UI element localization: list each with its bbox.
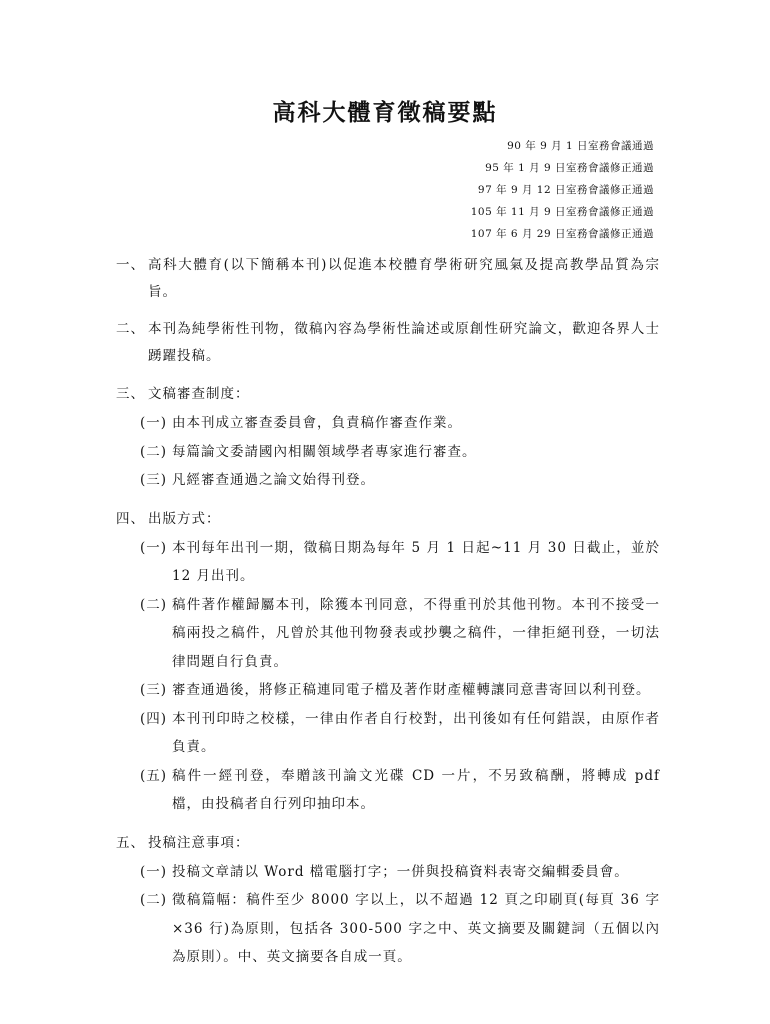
sub-item-text: 本刊每年出刊一期，徵稿日期為每年 5 月 1 日起~11 月 30 日截止，並於 12 月出刊。 [172,539,660,584]
sub-item [140,705,660,762]
section-title: 文稿審查制度： [148,386,250,402]
sub-item-number: (一) [140,415,168,431]
sub-item-text: 每篇論文委請國內相關領域學者專家進行審查。 [172,443,477,460]
approval-line: 97 年 9 月 12 日室務會議修正通過 [477,184,654,196]
section-number: 五、 [116,834,145,851]
sub-item [140,466,660,495]
section-number: 四、 [116,510,145,527]
approval-line: 105 年 11 月 9 日室務會議修正通過 [470,206,654,218]
sub-item [140,591,660,677]
sub-item [140,858,660,887]
sub-item-number: (二) [140,596,168,613]
section-3 [116,380,660,495]
sub-item-text: 徵稿篇幅：稿件至少 8000 字以上，以不超過 12 頁之印刷頁(每頁 36 字×36 行)為原則，包括各 300-500 字之中、英文摘要及關鍵詞（五個以內為原則）。中、英文摘要各自成一頁。 [172,892,660,965]
section-number: 一、 [116,257,145,273]
approval-line: 95 年 1 月 9 日室務會議修正通過 [485,162,654,174]
sub-item-number: (一) [140,863,168,880]
section-title: 投稿注意事項： [148,834,250,851]
approval-line: 90 年 9 月 1 日室務會議通過 [507,140,654,152]
sub-item-text: 本刊刊印時之校樣，一律由作者自行校對，出刊後如有任何錯誤，由原作者負責。 [172,710,660,755]
section-1 [116,252,660,306]
sub-item [140,676,660,705]
sub-item-text: 投稿文章請以 Word 檔電腦打字；一併與投稿資料表寄交編輯委員會。 [172,863,629,880]
section-title: 出版方式： [148,510,221,527]
approval-history [471,135,654,245]
section-4 [116,505,660,819]
sub-item-number: (五) [140,767,168,784]
sub-item-number: (四) [140,710,168,727]
section-2 [116,316,660,370]
approval-line: 107 年 6 月 29 日室務會議修正通過 [470,228,654,240]
sub-item-number: (二) [140,892,168,908]
section-5 [116,829,660,972]
section-text: 高科大體育(以下簡稱本刊)以促進本校體育學術研究風氣及提高教學品質為宗旨。 [148,257,660,300]
sub-item-text: 凡經審查通過之論文始得刊登。 [172,472,375,488]
sub-item-text: 稿件一經刊登，奉贈該刊論文光碟 CD 一片，不另致稿酬，將轉成 pdf 檔，由投稿者自行列印抽印本。 [172,767,660,812]
sub-item [140,438,660,467]
sub-item-text: 由本刊成立審查委員會，負責稿作審查作業。 [172,415,462,431]
document-body [116,252,660,982]
section-number: 三、 [116,386,145,402]
sub-item [140,886,660,972]
sub-item-number: (二) [140,443,168,460]
sub-item-number: (一) [140,539,168,556]
document-title: 高科大體育徵稿要點 [272,100,498,126]
section-number: 二、 [116,321,145,337]
section-text: 本刊為純學術性刊物，徵稿內容為學術性論述或原創性研究論文，歡迎各界人士踴躍投稿。 [148,321,660,364]
sub-item [140,409,660,438]
sub-item-text: 稿件著作權歸屬本刊，除獲本刊同意，不得重刊於其他刊物。本刊不接受一稿兩投之稿件，凡曾於其他刊物發表或抄襲之稿件，一律拒絕刊登，一切法律問題自行負責。 [172,596,660,670]
sub-item-number: (三) [140,472,168,488]
sub-item [140,534,660,591]
sub-item-list [140,534,660,819]
sub-item-text: 審查通過後，將修正稿連同電子檔及著作財產權轉讓同意書寄回以利刊登。 [172,682,651,698]
sub-item-number: (三) [140,682,168,698]
sub-item-list [140,858,660,972]
sub-item [140,762,660,819]
sub-item-list [140,409,660,495]
